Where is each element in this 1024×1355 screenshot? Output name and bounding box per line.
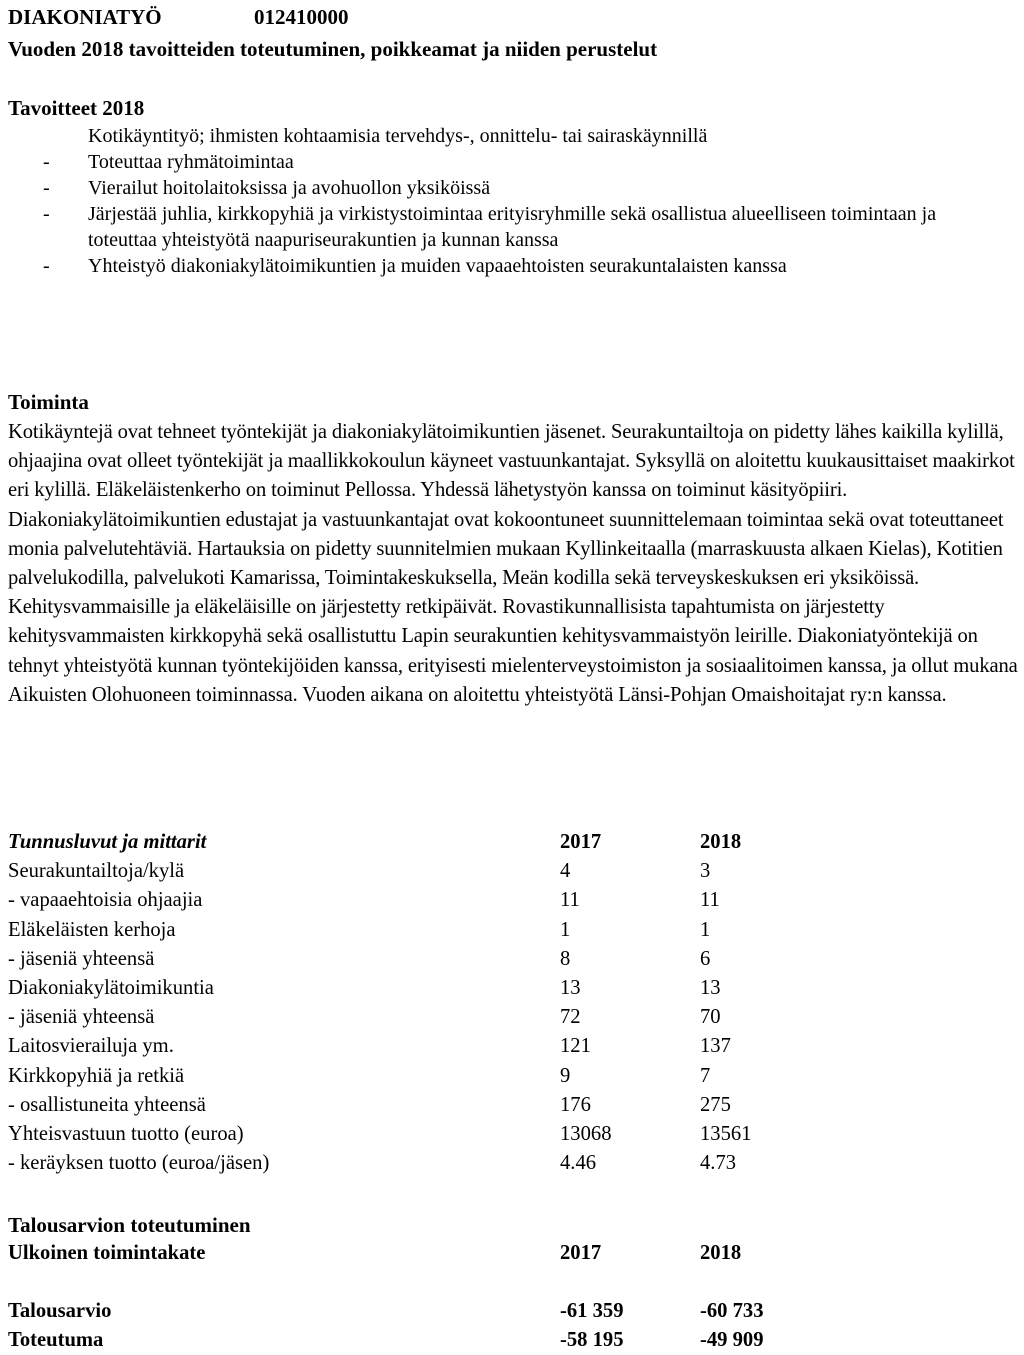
kpi-table: [8, 828, 751, 1178]
table-row: [8, 974, 751, 1003]
goal-intro-text: Kotikäyntityö; ihmisten kohtaamisia tervehdys-, onnittelu- tai sairaskäynnillä: [88, 125, 708, 147]
goal-item: [8, 149, 1008, 175]
kpi-label: - keräyksen tuotto (euroa/jäsen): [8, 1152, 270, 1175]
kpi-label: - jäseniä yhteensä: [8, 947, 155, 970]
activity-paragraph: Kotikäyntejä ovat tehneet työntekijät ja diakoniakylätoimikuntien jäsenet. Seurakuntailtoja on pidetty lähes kaikilla kylillä, ohjaajina ovat olleet työntekijät ja maallikkokoulun käyneet vastuunkantajat. Syksyllä on aloitettu kuukausittaiset maakirkot eri kylillä. Eläkeläistenkerho on toiminut Pellossa. Yhdessä lähetystyön kanssa on toiminut käsityöpiiri. Diakoniakylätoimikuntien edustajat ja vastuunkantajat ovat kokoontuneet suunnittelemaan toimintaa sekä ovat toteuttaneet monia palvelutehtäviä. Hartauksia on pidetty suunnitelmien mukaan Kyllinkeitaalla (marraskuusta alkaen Kielas), Kotitien palvelukodilla, palvelukoti Kamarissa, Toimintakeskuksella, Meän kodilla sekä terveyskeskuksen eri yksiköissä. Kehitysvammaisille ja eläkeläisille on järjestetty retkipäivät. Rovastikunnallisista tapahtumista on järjestetty kehitysvammaisten kirkkopyhä sekä osallistuttu Lapin seurakuntien kehitysvammaistyön leirille. Diakoniatyöntekijä on tehnyt yhteistyötä kunnan työntekijöiden kanssa, erityisesti mielenterveystoimiston ja sosiaalitoimen kanssa, ja ollut mukana Aikuisten Olohuoneen toiminnassa. Vuoden aikana on aloitettu yhteistyötä Länsi-Pohjan Omaishoitajat ry:n kanssa.: [8, 421, 1018, 706]
kpi-label: - osallistuneita yhteensä: [8, 1093, 206, 1116]
kpi-2018: 3: [700, 860, 711, 883]
kpi-label: Laitosvierailuja ym.: [8, 1035, 174, 1058]
kpi-label: - vapaaehtoisia ohjaajia: [8, 889, 203, 912]
kpi-header-row: [8, 828, 751, 857]
kpi-2017: 1: [560, 918, 571, 941]
table-row: [8, 916, 751, 945]
budget-label: Talousarvio: [8, 1300, 112, 1322]
kpi-label: Yhteisvastuun tuotto (euroa): [8, 1123, 244, 1146]
kpi-2017: 13068: [560, 1123, 612, 1146]
budget-header-label: Ulkoinen toimintakate: [8, 1242, 206, 1264]
table-row: [8, 886, 751, 915]
goals-list: [8, 123, 1008, 279]
goal-item-text: Yhteistyö diakoniakylätoimikuntien ja muiden vapaaehtoisten seurakuntalaisten kanssa: [88, 255, 787, 277]
kpi-2018: 137: [700, 1035, 731, 1058]
budget-header-row: [8, 1239, 764, 1268]
kpi-2017: 176: [560, 1093, 591, 1116]
table-row: [8, 1032, 751, 1061]
table-row: [8, 1062, 751, 1091]
table-row: [8, 1091, 751, 1120]
kpi-label: Seurakuntailtoja/kylä: [8, 860, 185, 883]
kpi-2018: 4.73: [700, 1152, 737, 1175]
bullet-dash: -: [43, 151, 50, 173]
goal-item-text: Toteuttaa ryhmätoimintaa: [88, 151, 294, 173]
budget-2017: -61 359: [560, 1300, 624, 1322]
budget-header-2018: 2018: [700, 1242, 742, 1264]
kpi-header-label: Tunnusluvut ja mittarit: [8, 831, 207, 853]
budget-2017: -58 195: [560, 1329, 624, 1351]
kpi-2017: 13: [560, 977, 581, 1000]
kpi-2018: 275: [700, 1093, 731, 1116]
kpi-2018: 7: [700, 1064, 711, 1087]
kpi-2017: 4: [560, 860, 571, 883]
kpi-2018: 13: [700, 977, 721, 1000]
kpi-2017: 72: [560, 1006, 581, 1029]
unit-code: 012410000: [254, 5, 349, 29]
kpi-2018: 13561: [700, 1123, 752, 1146]
activity-heading: Toiminta: [8, 390, 89, 414]
kpi-label: Diakoniakylätoimikuntia: [8, 977, 214, 1000]
goal-intro: [8, 123, 1008, 149]
kpi-2017: 9: [560, 1064, 571, 1087]
kpi-2018: 6: [700, 947, 711, 970]
kpi-header-2017: 2017: [560, 831, 602, 853]
table-row: [8, 1120, 751, 1149]
kpi-2017: 121: [560, 1035, 591, 1058]
kpi-2017: 8: [560, 947, 571, 970]
bullet-dash: -: [43, 255, 50, 277]
budget-table: [8, 1239, 764, 1355]
kpi-label: Eläkeläisten kerhoja: [8, 918, 176, 941]
goal-item-text: Vierailut hoitolaitoksissa ja avohuollon yksiköissä: [88, 177, 491, 199]
goals-heading: Tavoitteet 2018: [8, 96, 145, 120]
table-row: [8, 1297, 764, 1326]
budget-header-2017: 2017: [560, 1242, 602, 1264]
budget-heading: Talousarvion toteutuminen: [8, 1213, 251, 1237]
document-subtitle: Vuoden 2018 tavoitteiden toteutuminen, poikkeamat ja niiden perustelut: [8, 37, 658, 61]
table-row: [8, 1326, 764, 1355]
table-row: [8, 1003, 751, 1032]
budget-2018: -49 909: [700, 1329, 764, 1351]
table-row: [8, 945, 751, 974]
budget-spacer-row: [8, 1268, 764, 1297]
kpi-2018: 70: [700, 1006, 721, 1029]
kpi-2017: 4.46: [560, 1152, 597, 1175]
budget-label: Toteutuma: [8, 1329, 104, 1351]
goal-item: [8, 253, 1008, 279]
kpi-2017: 11: [560, 889, 580, 912]
bullet-dash: -: [43, 203, 50, 225]
kpi-label: Kirkkopyhiä ja retkiä: [8, 1064, 185, 1087]
unit-name: DIAKONIATYÖ: [8, 5, 162, 29]
table-row: [8, 857, 751, 886]
goal-item-text: Järjestää juhlia, kirkkopyhiä ja virkistystoimintaa erityisryhmille sekä osallistua alueelliseen toimintaan ja toteuttaa yhteistyötä naapuriseurakuntien ja kunnan kanssa: [88, 203, 937, 251]
table-row: [8, 1149, 751, 1178]
kpi-header-2018: 2018: [700, 831, 742, 853]
kpi-2018: 11: [700, 889, 720, 912]
goal-item: [8, 175, 1008, 201]
goal-item: [8, 201, 1008, 253]
kpi-2018: 1: [700, 918, 711, 941]
kpi-label: - jäseniä yhteensä: [8, 1006, 155, 1029]
bullet-dash: -: [43, 177, 50, 199]
budget-2018: -60 733: [700, 1300, 764, 1322]
